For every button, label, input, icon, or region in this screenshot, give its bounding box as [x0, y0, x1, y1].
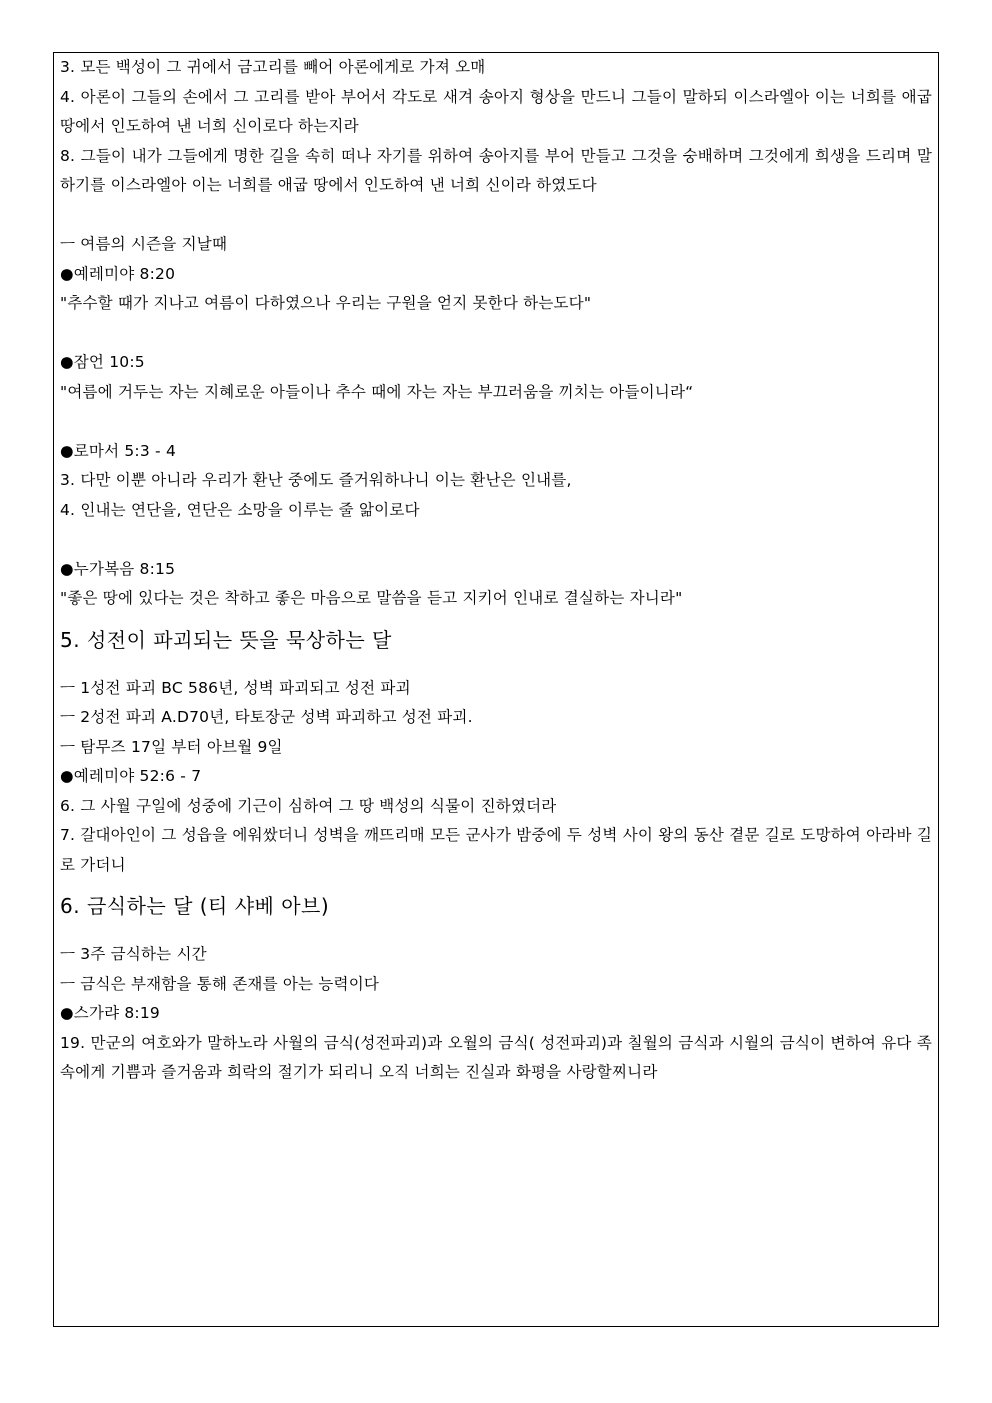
scripture-reference: ●로마서 5:3 - 4 — [60, 441, 177, 460]
blank-line — [60, 201, 932, 231]
scripture-reference: ●잠언 10:5 — [60, 353, 145, 371]
blank-line — [60, 319, 932, 349]
scripture-quote: "좋은 땅에 있다는 것은 착하고 좋은 마음으로 말씀을 듣고 지키어 인내로 결실하는 자니라" — [60, 589, 683, 607]
dash-item: ㅡ 3주 금식하는 시간 — [60, 945, 207, 963]
scripture-reference: ●예레미야 52:6 - 7 — [60, 767, 202, 785]
dash-item: ㅡ 1성전 파괴 BC 586년, 성벽 파괴되고 성전 파괴 — [60, 678, 411, 697]
scripture-reference: ●스가랴 8:19 — [60, 1004, 160, 1022]
verse-line: 7. 갈대아인이 그 성읍을 에워쌌더니 성벽을 깨뜨리매 모든 군사가 밤중에 두 성벽 사이 왕의 동산 곁문 길로 도망하여 아라바 길로 가더니 — [60, 826, 932, 874]
scripture-quote: "추수할 때가 지나고 여름이 다하였으나 우리는 구원을 얻지 못한다 하는도다" — [60, 294, 592, 312]
dash-item: ㅡ 금식은 부재함을 통해 존재를 아는 능력이다 — [60, 974, 380, 993]
document-frame — [53, 52, 939, 1327]
section-heading: 5. 성전이 파괴되는 뜻을 묵상하는 달 — [60, 627, 392, 652]
dash-item: ㅡ 탐무즈 17일 부터 아브월 9일 — [60, 737, 283, 756]
verse-line: 3. 모든 백성이 그 귀에서 금고리를 빼어 아론에게로 가져 오매 — [60, 58, 486, 76]
section-heading: 6. 금식하는 달 (티 샤베 아브) — [60, 894, 330, 918]
blank-line — [60, 407, 932, 437]
document-body — [60, 53, 932, 1088]
blank-line — [60, 525, 932, 555]
dash-item: ㅡ 여름의 시즌을 지날때 — [60, 235, 228, 253]
verse-line: 4. 인내는 연단을, 연단은 소망을 이루는 줄 앎이로다 — [60, 500, 420, 519]
scripture-reference: ●예레미야 8:20 — [60, 264, 176, 283]
verse-line: 19. 만군의 여호와가 말하노라 사월의 금식(성전파괴)과 오월의 금식( 성전파괴)과 칠월의 금식과 시월의 금식이 변하여 유다 족속에게 기쁨과 즐거움과 희락의 절기가 되리니 오직 너희는 진실과 화평을 사랑할찌니라 — [60, 1033, 932, 1081]
verse-line: 4. 아론이 그들의 손에서 그 고리를 받아 부어서 각도로 새겨 송아지 형상을 만드니 그들이 말하되 이스라엘아 이는 너희를 애굽 땅에서 인도하여 낸 너희 신이로다 하는지라 — [60, 87, 932, 135]
dash-item: ㅡ 2성전 파괴 A.D70년, 타토장군 성벽 파괴하고 성전 파괴. — [60, 708, 473, 726]
verse-line: 8. 그들이 내가 그들에게 명한 길을 속히 떠나 자기를 위하여 송아지를 부어 만들고 그것을 숭배하며 그것에게 희생을 드리며 말하기를 이스라엘아 이는 너희를 애굽 땅에서 인도하여 낸 너희 신이라 하였도다 — [60, 146, 932, 194]
verse-line: 3. 다만 이뿐 아니라 우리가 환난 중에도 즐거워하나니 이는 환난은 인내를, — [60, 471, 572, 489]
scripture-quote: "여름에 거두는 자는 지혜로운 아들이나 추수 때에 자는 자는 부끄러움을 끼치는 아들이니라“ — [60, 382, 694, 401]
verse-line: 6. 그 사월 구일에 성중에 기근이 심하여 그 땅 백성의 식물이 진하였더라 — [60, 796, 557, 815]
scripture-reference: ●누가복음 8:15 — [60, 559, 176, 578]
